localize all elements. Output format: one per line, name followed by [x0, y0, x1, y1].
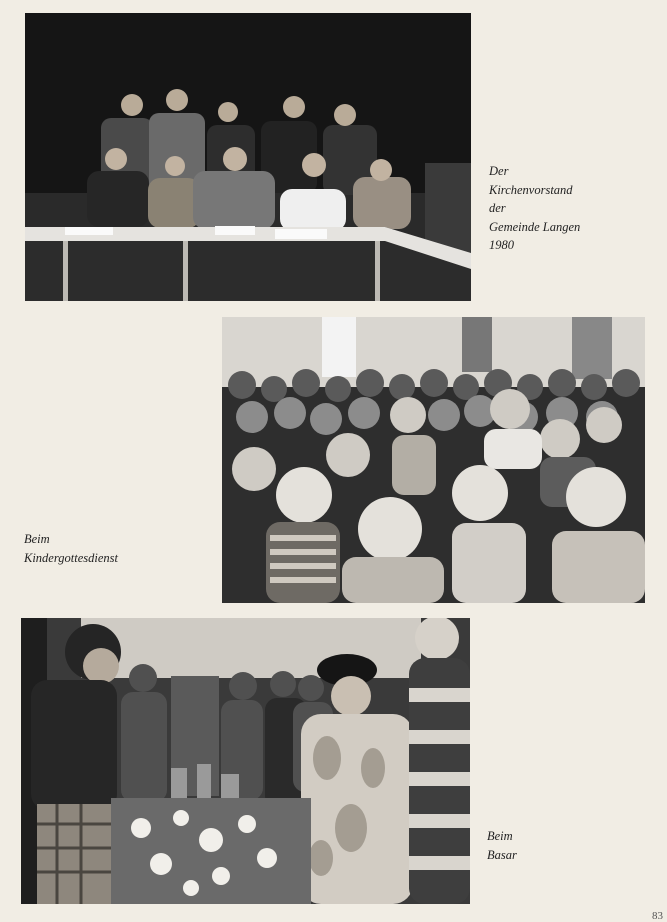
caption-line: Der	[489, 164, 509, 178]
caption-line: Beim	[487, 829, 513, 843]
photo-kindergottesdienst	[222, 317, 645, 603]
caption-line: Basar	[487, 847, 517, 862]
caption-line: Kirchenvorstand	[489, 182, 573, 197]
children-crowd-image	[222, 317, 645, 603]
church-council-image	[25, 13, 471, 301]
photo-church-council	[25, 13, 471, 301]
caption-basar	[487, 827, 517, 864]
caption-line: Kindergottesdienst	[24, 550, 118, 565]
caption-church-council	[489, 162, 580, 255]
caption-line: der	[489, 201, 506, 215]
caption-line: 1980	[489, 238, 514, 252]
page-number: 83	[652, 910, 663, 922]
bazaar-image	[21, 618, 470, 904]
caption-line: Beim	[24, 532, 50, 546]
caption-kindergottesdienst	[24, 530, 118, 567]
caption-line: Gemeinde Langen	[489, 219, 581, 234]
photo-basar	[21, 618, 470, 904]
